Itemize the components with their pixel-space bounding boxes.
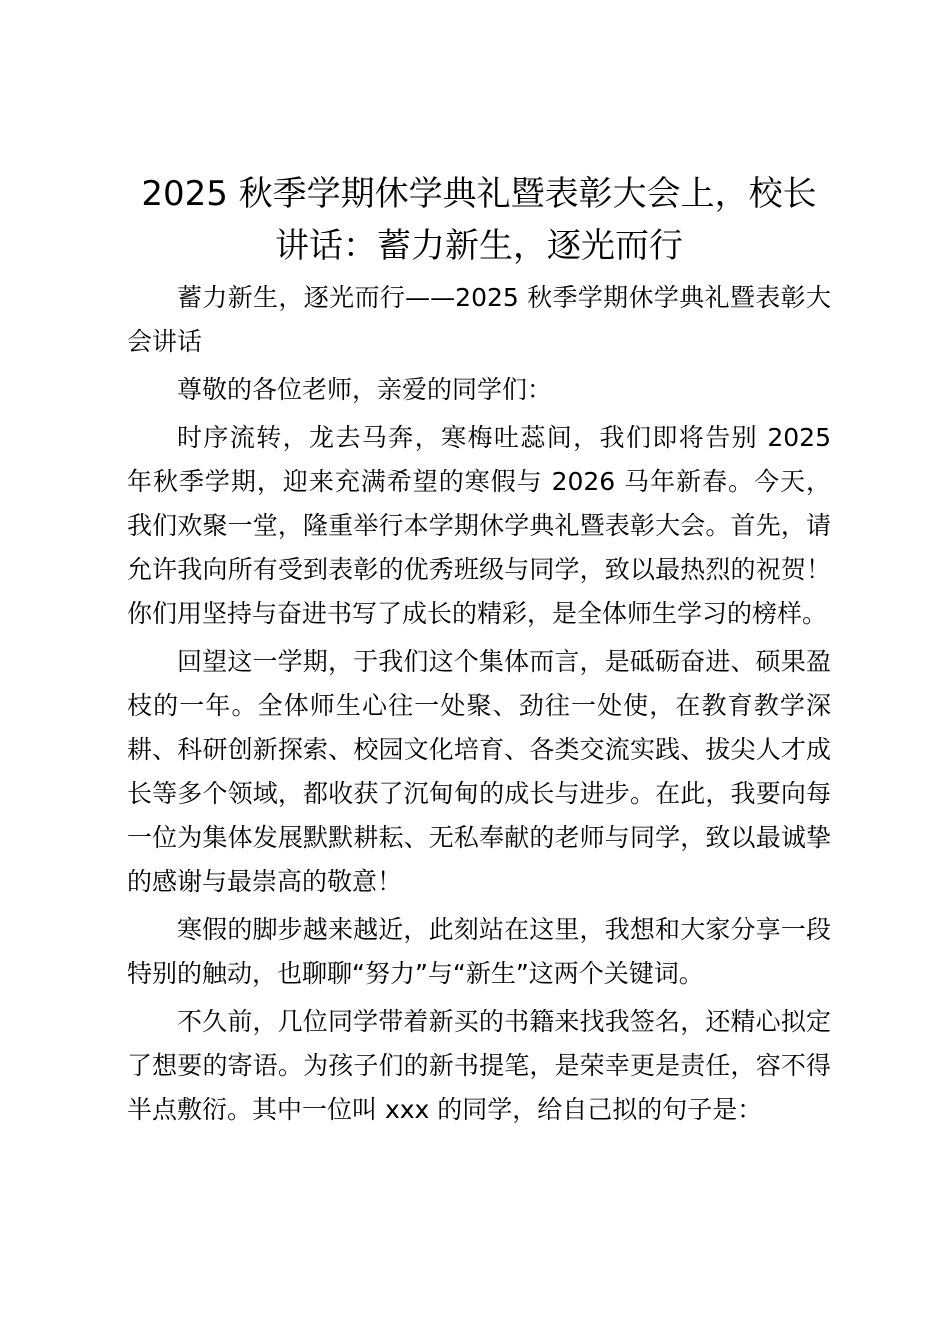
document-page — [127, 168, 831, 1132]
salutation-paragraph: 尊敬的各位老师，亲爱的同学们： — [177, 375, 553, 404]
body-paragraph: 不久前，几位同学带着新买的书籍来找我签名，还精心拟定了想要的寄语。为孩子们的新书提笔，是荣幸更是责任，容不得半点敷衍。其中一位叫 xxx 的同学，给自己拟的句子是： — [127, 1007, 831, 1124]
document-title — [127, 168, 831, 272]
body-paragraph: 时序流转，龙去马奔，寒梅吐蕊间，我们即将告别 2025 年秋季学期，迎来充满希望的寒假与 2026 马年新春。今天，我们欢聚一堂，隆重举行本学期休学典礼暨表彰大会。首先，请允许我向所有受到表彰的优秀班级与同学，致以最热烈的祝贺！你们用坚持与奋进书写了成长的精彩，是全体师生学习的榜样。 — [127, 423, 831, 628]
title-line-2: 讲话：蓄力新生，逐光而行 — [275, 226, 683, 266]
body-paragraph: 回望这一学期，于我们这个集体而言，是砥砺奋进、硕果盈枝的一年。全体师生心往一处聚、劲往一处使，在教育教学深耕、科研创新探索、校园文化培育、各类交流实践、拔尖人才成长等多个领域，都收获了沉甸甸的成长与进步。在此，我要向每一位为集体发展默默耕耘、无私奉献的老师与同学，致以最诚挚的感谢与最崇高的敬意！ — [127, 647, 831, 896]
title-line-1: 2025 秋季学期休学典礼暨表彰大会上，校长 — [141, 174, 817, 214]
body-paragraph: 寒假的脚步越来越近，此刻站在这里，我想和大家分享一段特别的触动，也聊聊“努力”与“新生”这两个关键词。 — [127, 915, 831, 988]
subtitle-paragraph: 蓄力新生，逐光而行——2025 秋季学期休学典礼暨表彰大会讲话 — [127, 283, 831, 356]
